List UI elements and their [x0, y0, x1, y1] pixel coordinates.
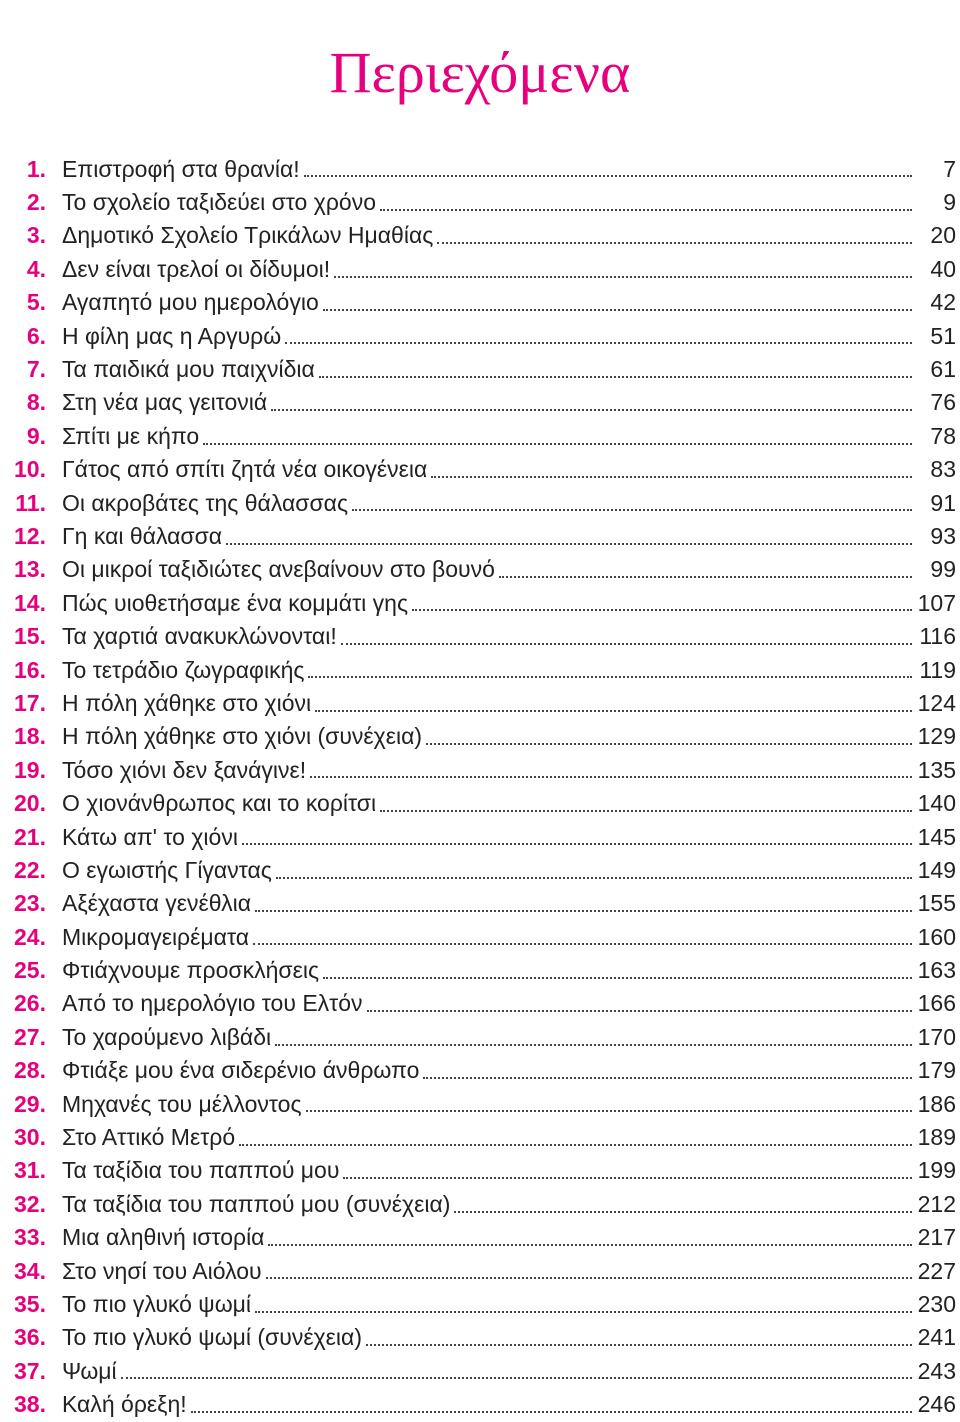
- toc-entry-page: 20: [930, 222, 956, 249]
- toc-entry-page: 212: [917, 1190, 956, 1217]
- toc-entry-body: [62, 386, 956, 419]
- toc-entry: [0, 519, 960, 552]
- dot-leader: [275, 1043, 912, 1046]
- toc-entry-number: 16.: [14, 656, 46, 683]
- dot-leader: [319, 375, 912, 378]
- toc-entry-body: [62, 1187, 956, 1220]
- toc-entry-body: [62, 152, 956, 185]
- toc-entry-title: Η πόλη χάθηκε στο χιόνι (συνέχεια): [62, 723, 423, 750]
- toc-entry-title: Τα χαρτιά ανακυκλώνονται!: [62, 623, 337, 650]
- toc-entry-number: 14.: [14, 589, 46, 616]
- dot-leader: [431, 475, 912, 478]
- toc-entry-body: [62, 1120, 956, 1153]
- dot-leader: [380, 208, 912, 211]
- toc-entry-body: [62, 319, 956, 352]
- toc-entry-page: 170: [917, 1023, 956, 1050]
- toc-entry-number: 23.: [14, 890, 46, 917]
- toc-entry-number: 24.: [14, 923, 46, 950]
- dot-leader: [255, 1310, 912, 1313]
- dot-leader: [366, 1343, 912, 1346]
- dot-leader: [191, 1410, 912, 1413]
- toc-entry-number: 28.: [14, 1057, 46, 1084]
- toc-entry-body: [62, 1287, 956, 1320]
- dot-leader: [121, 1376, 912, 1379]
- dot-leader: [253, 942, 912, 945]
- toc-entry-number: 19.: [14, 756, 46, 783]
- toc-entry: [0, 1221, 960, 1254]
- toc-entry: [0, 1254, 960, 1287]
- dot-leader: [310, 775, 912, 778]
- dot-leader: [367, 1009, 912, 1012]
- toc-entry-number: 12.: [14, 522, 46, 549]
- toc-entry: [0, 987, 960, 1020]
- toc-entry-title: Μηχανές του μέλλοντος: [62, 1090, 302, 1117]
- toc-entry: [0, 419, 960, 452]
- toc-entry-title: Το τετράδιο ζωγραφικής: [62, 656, 305, 683]
- toc-entry-number: 6.: [26, 322, 46, 349]
- toc-entry-page: 93: [930, 522, 956, 549]
- toc-entry-title: Σπίτι με κήπο: [62, 422, 200, 449]
- dot-leader: [315, 709, 912, 712]
- toc-entry-body: [62, 686, 956, 719]
- toc-entry: [0, 653, 960, 686]
- toc-entry-body: [62, 920, 956, 953]
- toc-entry-page: 230: [917, 1290, 956, 1317]
- toc-entry-body: [62, 185, 956, 218]
- toc-entry-number: 37.: [14, 1357, 46, 1384]
- toc-entry-page: 140: [917, 790, 956, 817]
- toc-entry-title: Στο Αττικό Μετρό: [62, 1124, 236, 1151]
- toc-entry-body: [62, 653, 956, 686]
- toc-entry-page: 61: [930, 356, 956, 383]
- table-of-contents: [0, 152, 960, 1421]
- toc-entry-title: Πώς υιοθετήσαμε ένα κομμάτι γης: [62, 589, 409, 616]
- toc-entry: [0, 853, 960, 886]
- toc-entry: [0, 586, 960, 619]
- toc-entry-number: 13.: [14, 556, 46, 583]
- toc-entry: [0, 386, 960, 419]
- toc-entry-number: 27.: [14, 1023, 46, 1050]
- dot-leader: [412, 608, 912, 611]
- toc-entry-title: Οι ακροβάτες της θάλασσας: [62, 489, 349, 516]
- toc-entry-title: Δημοτικό Σχολείο Τρικάλων Ημαθίας: [62, 222, 434, 249]
- toc-entry-body: [62, 586, 956, 619]
- toc-entry-number: 3.: [26, 222, 46, 249]
- toc-entry-page: 135: [917, 756, 956, 783]
- dot-leader: [266, 1276, 912, 1279]
- dot-leader: [380, 809, 912, 812]
- toc-entry-title: Τα παιδικά μου παιχνίδια: [62, 356, 315, 383]
- toc-entry-number: 18.: [14, 723, 46, 750]
- toc-entry-body: [62, 1087, 956, 1120]
- dot-leader: [323, 308, 912, 311]
- toc-entry-body: [62, 1154, 956, 1187]
- toc-entry-number: 9.: [26, 422, 46, 449]
- toc-entry: [0, 1354, 960, 1387]
- toc-entry-page: 241: [917, 1324, 956, 1351]
- toc-entry-title: Στο νησί του Αιόλου: [62, 1257, 262, 1284]
- toc-entry-number: 4.: [26, 255, 46, 282]
- toc-entry-body: [62, 419, 956, 452]
- toc-entry: [0, 786, 960, 819]
- toc-entry-number: 31.: [14, 1157, 46, 1184]
- toc-entry: [0, 252, 960, 285]
- dot-leader: [255, 909, 912, 912]
- dot-leader: [426, 742, 912, 745]
- toc-entry-body: [62, 1321, 956, 1354]
- toc-entry-title: Το πιο γλυκό ψωμί: [62, 1290, 252, 1317]
- toc-entry-body: [62, 553, 956, 586]
- toc-entry: [0, 219, 960, 252]
- toc-entry-title: Ο εγωιστής Γίγαντας: [62, 856, 272, 883]
- toc-entry: [0, 453, 960, 486]
- dot-leader: [323, 976, 912, 979]
- toc-entry-number: 15.: [14, 623, 46, 650]
- toc-entry-page: 107: [917, 589, 956, 616]
- toc-entry-body: [62, 1254, 956, 1287]
- toc-entry-body: [62, 820, 956, 853]
- toc-entry-number: 11.: [15, 489, 46, 516]
- toc-entry-body: [62, 252, 956, 285]
- page-title: Περιεχόμενα: [329, 39, 631, 105]
- toc-entry-page: 199: [917, 1157, 956, 1184]
- toc-entry-title: Αγαπητό μου ημερολόγιο: [62, 289, 319, 316]
- toc-entry-page: 91: [930, 489, 956, 516]
- toc-entry-title: Το πιο γλυκό ψωμί (συνέχεια): [62, 1324, 362, 1351]
- toc-entry-title: Επιστροφή στα θρανία!: [62, 155, 300, 182]
- toc-entry: [0, 619, 960, 652]
- toc-entry-body: [62, 720, 956, 753]
- dot-leader: [499, 575, 912, 578]
- toc-entry-page: 9: [943, 189, 956, 216]
- toc-entry-number: 8.: [26, 389, 46, 416]
- dot-leader: [423, 1076, 912, 1079]
- toc-entry-title: Τα ταξίδια του παππού μου (συνέχεια): [62, 1190, 451, 1217]
- toc-entry-title: Γη και θάλασσα: [62, 522, 223, 549]
- toc-entry-page: 119: [919, 656, 956, 683]
- dot-leader: [276, 876, 912, 879]
- toc-entry-title: Ψωμί: [62, 1357, 117, 1384]
- dot-leader: [268, 1243, 912, 1246]
- toc-entry-body: [62, 987, 956, 1020]
- toc-entry-body: [62, 486, 956, 519]
- toc-entry-body: [62, 887, 956, 920]
- toc-entry-number: 20.: [14, 790, 46, 817]
- toc-entry-title: Αξέχαστα γενέθλια: [62, 890, 252, 917]
- toc-entry: [0, 319, 960, 352]
- toc-entry-number: 17.: [14, 689, 46, 716]
- dot-leader: [226, 542, 912, 545]
- toc-entry-page: 166: [917, 990, 956, 1017]
- dot-leader: [343, 1176, 912, 1179]
- toc-entry-page: 99: [930, 556, 956, 583]
- toc-entry: [0, 1120, 960, 1153]
- toc-entry: [0, 553, 960, 586]
- toc-entry-body: [62, 619, 956, 652]
- toc-entry: [0, 753, 960, 786]
- toc-entry-title: Τα ταξίδια του παππού μου: [62, 1157, 340, 1184]
- toc-entry-title: Κάτω απ' το χιόνι: [62, 823, 238, 850]
- toc-entry-title: Το χαρούμενο λιβάδι: [62, 1023, 272, 1050]
- dot-leader: [239, 1143, 912, 1146]
- toc-entry-body: [62, 352, 956, 385]
- toc-entry-number: 36.: [14, 1324, 46, 1351]
- dot-leader: [242, 842, 912, 845]
- toc-entry-number: 21.: [14, 823, 46, 850]
- toc-entry-page: 78: [930, 422, 956, 449]
- toc-entry-number: 35.: [14, 1290, 46, 1317]
- dot-leader: [304, 174, 912, 177]
- toc-entry-number: 26.: [14, 990, 46, 1017]
- dot-leader: [203, 442, 912, 445]
- dot-leader: [341, 642, 912, 645]
- toc-entry-body: [62, 1020, 956, 1053]
- dot-leader: [437, 241, 912, 244]
- toc-entry: [0, 1020, 960, 1053]
- toc-entry: [0, 486, 960, 519]
- toc-entry-title: Γάτος από σπίτι ζητά νέα οικογένεια: [62, 456, 428, 483]
- toc-entry-title: Καλή όρεξη!: [62, 1391, 187, 1418]
- toc-entry-page: 129: [917, 723, 956, 750]
- toc-entry-page: 76: [930, 389, 956, 416]
- toc-entry-body: [62, 219, 956, 252]
- toc-entry-body: [62, 753, 956, 786]
- toc-entry-title: Το σχολείο ταξιδεύει στο χρόνο: [62, 189, 376, 216]
- toc-entry: [0, 953, 960, 986]
- toc-entry-page: 83: [930, 456, 956, 483]
- toc-entry-body: [62, 786, 956, 819]
- toc-entry-number: 30.: [14, 1124, 46, 1151]
- toc-entry: [0, 920, 960, 953]
- toc-entry: [0, 1287, 960, 1320]
- toc-entry-body: [62, 286, 956, 319]
- toc-entry-page: 160: [917, 923, 956, 950]
- toc-entry: [0, 1087, 960, 1120]
- toc-entry-page: 189: [917, 1124, 956, 1151]
- dot-leader: [285, 341, 912, 344]
- toc-entry-page: 243: [917, 1357, 956, 1384]
- toc-entry-page: 42: [930, 289, 956, 316]
- toc-entry-title: Μικρομαγειρέματα: [62, 923, 249, 950]
- toc-entry: [0, 286, 960, 319]
- toc-entry-number: 7.: [26, 356, 46, 383]
- toc-entry-page: 149: [917, 856, 956, 883]
- toc-entry-title: Τόσο χιόνι δεν ξανάγινε!: [62, 756, 307, 783]
- toc-entry-number: 25.: [14, 957, 46, 984]
- toc-entry-page: 51: [930, 322, 956, 349]
- toc-entry-page: 116: [919, 623, 956, 650]
- toc-entry-title: Δεν είναι τρελοί οι δίδυμοι!: [62, 255, 331, 282]
- toc-entry: [0, 1387, 960, 1420]
- toc-entry: [0, 1054, 960, 1087]
- toc-entry-body: [62, 853, 956, 886]
- toc-entry-page: 145: [917, 823, 956, 850]
- toc-entry-number: 22.: [14, 856, 46, 883]
- toc-entry-title: Φτιάχνουμε προσκλήσεις: [62, 957, 320, 984]
- toc-entry-body: [62, 453, 956, 486]
- toc-entry: [0, 820, 960, 853]
- toc-entry-page: 246: [917, 1391, 956, 1418]
- dot-leader: [308, 675, 912, 678]
- toc-entry-body: [62, 1354, 956, 1387]
- toc-entry-page: 124: [917, 689, 956, 716]
- toc-entry-number: 34.: [14, 1257, 46, 1284]
- toc-entry-number: 5.: [26, 289, 46, 316]
- toc-entry-number: 1.: [26, 155, 46, 182]
- toc-entry-page: 179: [917, 1057, 956, 1084]
- toc-entry-title: Η φίλη μας η Αργυρώ: [62, 322, 282, 349]
- toc-entry: [0, 352, 960, 385]
- toc-entry: [0, 720, 960, 753]
- toc-entry: [0, 1187, 960, 1220]
- toc-entry-title: Η πόλη χάθηκε στο χιόνι: [62, 689, 312, 716]
- toc-entry-body: [62, 519, 956, 552]
- toc-entry-number: 10.: [14, 456, 46, 483]
- toc-entry-title: Ο χιονάνθρωπος και το κορίτσι: [62, 790, 377, 817]
- toc-entry-body: [62, 953, 956, 986]
- toc-entry: [0, 185, 960, 218]
- toc-entry-number: 32.: [14, 1190, 46, 1217]
- toc-entry: [0, 152, 960, 185]
- toc-entry-number: 2.: [26, 189, 46, 216]
- toc-entry-body: [62, 1221, 956, 1254]
- toc-entry-title: Οι μικροί ταξιδιώτες ανεβαίνουν στο βουνό: [62, 556, 495, 583]
- toc-entry-title: Μια αληθινή ιστορία: [62, 1224, 265, 1251]
- dot-leader: [454, 1210, 912, 1213]
- dot-leader: [352, 508, 912, 511]
- toc-entry: [0, 887, 960, 920]
- toc-entry-number: 38.: [14, 1391, 46, 1418]
- toc-entry-page: 227: [917, 1257, 956, 1284]
- toc-entry: [0, 1154, 960, 1187]
- toc-entry-body: [62, 1054, 956, 1087]
- toc-entry-title: Στη νέα μας γειτονιά: [62, 389, 268, 416]
- toc-entry-page: 186: [917, 1090, 956, 1117]
- toc-entry-number: 33.: [14, 1224, 46, 1251]
- toc-entry-body: [62, 1387, 956, 1420]
- dot-leader: [306, 1109, 912, 1112]
- toc-entry-page: 40: [930, 255, 956, 282]
- toc-entry-page: 7: [943, 155, 956, 182]
- dot-leader: [334, 275, 912, 278]
- toc-entry: [0, 1321, 960, 1354]
- toc-entry-title: Από το ημερολόγιο του Ελτόν: [62, 990, 363, 1017]
- toc-entry-page: 155: [917, 890, 956, 917]
- dot-leader: [271, 408, 912, 411]
- toc-entry-page: 163: [917, 957, 956, 984]
- toc-entry-number: 29.: [14, 1090, 46, 1117]
- toc-entry: [0, 686, 960, 719]
- toc-entry-title: Φτιάξε μου ένα σιδερένιο άνθρωπο: [62, 1057, 420, 1084]
- toc-entry-page: 217: [917, 1224, 956, 1251]
